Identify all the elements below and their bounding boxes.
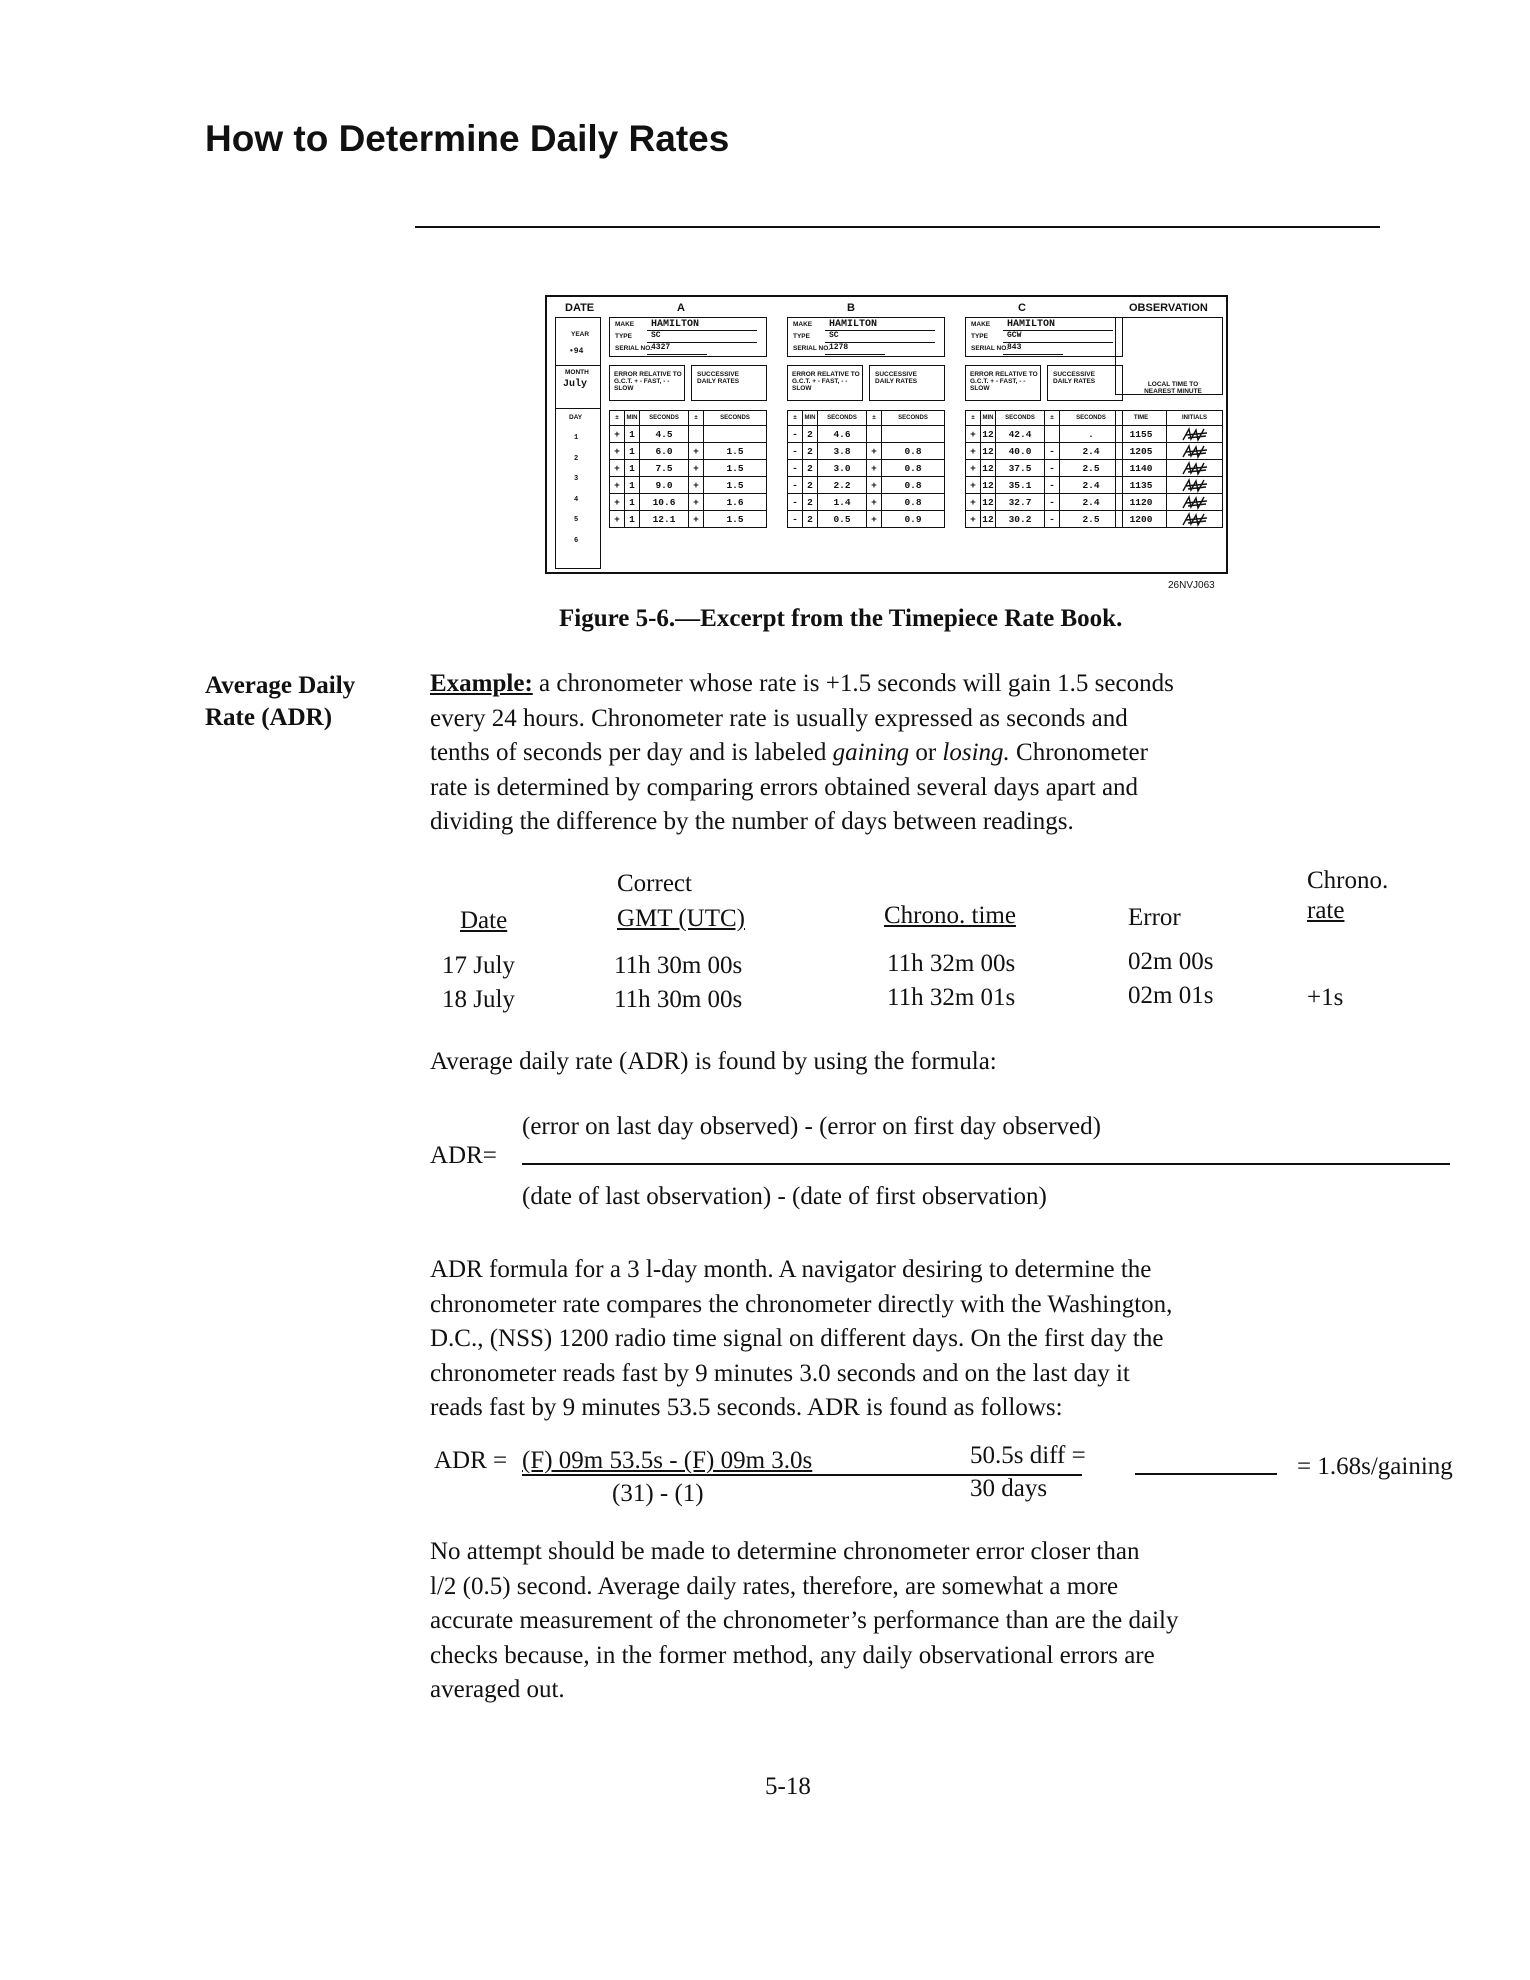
type-value: SC — [651, 331, 661, 340]
calc-blank-line — [1135, 1473, 1277, 1475]
min-col-header: MIN — [625, 411, 640, 426]
observation-table — [1115, 410, 1223, 528]
initials-col-header: INITIALS — [1167, 411, 1223, 426]
figure-header-b: B — [847, 302, 855, 314]
rate-sign: + — [867, 494, 882, 511]
example-text: rate is determined by comparing errors obtained several days apart and — [430, 773, 1139, 801]
rate-col-header: SECONDS — [882, 411, 945, 426]
formula-denominator: (date of last observation) - (date of first observation) — [522, 1183, 1047, 1210]
table-row — [610, 426, 767, 443]
error-minutes: 1 — [625, 477, 640, 494]
table-row — [1116, 426, 1223, 443]
initials-signature — [1167, 460, 1223, 477]
daily-rate: 2.5 — [1060, 460, 1123, 477]
observation-time: 1120 — [1116, 494, 1167, 511]
error-minutes: 12 — [981, 511, 996, 528]
daily-rate: 1.5 — [704, 477, 767, 494]
chronometer-table — [965, 410, 1123, 528]
rate-sign: + — [867, 477, 882, 494]
header-rate: rate — [1307, 897, 1345, 924]
error-sign: + — [610, 460, 625, 477]
table-row — [788, 443, 945, 460]
table-row — [966, 443, 1123, 460]
sign-col-header: ± — [788, 411, 803, 426]
rate-sign: + — [689, 477, 704, 494]
error-minutes: 1 — [625, 426, 640, 443]
error-seconds: 32.7 — [996, 494, 1045, 511]
observation-time: 1140 — [1116, 460, 1167, 477]
daily-rate: 2.4 — [1060, 443, 1123, 460]
rate-sign: - — [1045, 511, 1060, 528]
error-sign: - — [788, 511, 803, 528]
error-minutes: 1 — [625, 460, 640, 477]
successive-rates-label: SUCCESSIVE DAILY RATES — [875, 371, 918, 385]
example-text: Chronometer — [1009, 739, 1148, 766]
table-row — [966, 477, 1123, 494]
header-date: Date — [460, 907, 508, 934]
header-gmt: GMT (UTC) — [617, 905, 746, 932]
local-time-label: LOCAL TIME TO NEAREST MINUTE — [1144, 381, 1202, 395]
header-chrono: Chrono. — [1307, 867, 1389, 894]
error-seconds: 30.2 — [996, 511, 1045, 528]
daily-rate: 1.5 — [704, 511, 767, 528]
rate-sign: - — [1045, 477, 1060, 494]
underline — [825, 354, 885, 355]
error-sign: + — [966, 494, 981, 511]
paragraph-line: reads fast by 9 minutes 53.5 seconds. ADR is found as follows: — [430, 1394, 1063, 1421]
sign-col-header: ± — [966, 411, 981, 426]
rate-sign-col-header: ± — [867, 411, 882, 426]
error-seconds: 35.1 — [996, 477, 1045, 494]
error-minutes: 1 — [625, 511, 640, 528]
row-date: 18 July — [442, 986, 515, 1013]
day-label: DAY — [569, 414, 583, 421]
error-seconds: 3.8 — [818, 443, 867, 460]
seconds-col-header: SECONDS — [996, 411, 1045, 426]
make-value: HAMILTON — [651, 319, 700, 330]
observation-time: 1200 — [1116, 511, 1167, 528]
error-seconds: 1.4 — [818, 494, 867, 511]
seconds-col-header: SECONDS — [818, 411, 867, 426]
table-row — [788, 511, 945, 528]
example-text: tenths of seconds per day and is labeled — [430, 739, 833, 766]
error-sign: + — [966, 511, 981, 528]
type-label: TYPE — [615, 333, 632, 340]
error-sign: + — [610, 443, 625, 460]
table-row — [788, 460, 945, 477]
serial-value: 4327 — [651, 343, 671, 352]
table-row — [1116, 477, 1223, 494]
error-minutes: 1 — [625, 494, 640, 511]
chronometer-table — [787, 410, 945, 528]
daily-rate: 0.8 — [882, 494, 945, 511]
make-value: HAMILTON — [1007, 319, 1056, 330]
rate-sign: + — [867, 511, 882, 528]
type-value: GCW — [1007, 331, 1022, 340]
sign-col-header: ± — [610, 411, 625, 426]
row-gmt: 11h 30m 00s — [614, 986, 743, 1013]
formula-numerator: (error on last day observed) - (error on first day observed) — [522, 1113, 1101, 1140]
underline — [825, 330, 935, 331]
initials-scribble-icon — [1180, 427, 1210, 442]
error-sign: + — [966, 460, 981, 477]
side-heading — [205, 670, 355, 734]
error-minutes: 12 — [981, 443, 996, 460]
divider — [415, 226, 1380, 228]
type-label: TYPE — [793, 333, 810, 340]
error-seconds: 4.5 — [640, 426, 689, 443]
error-seconds: 42.4 — [996, 426, 1045, 443]
day-number: 3 — [574, 475, 579, 483]
make-value: HAMILTON — [829, 319, 878, 330]
error-sign: + — [610, 511, 625, 528]
row-error: 02m 00s — [1128, 948, 1214, 975]
error-minutes: 2 — [803, 477, 818, 494]
table-row — [610, 460, 767, 477]
initials-scribble-icon — [1180, 512, 1210, 527]
error-sign: - — [788, 426, 803, 443]
error-minutes: 12 — [981, 460, 996, 477]
rate-sign: + — [867, 460, 882, 477]
rate-sign: + — [689, 460, 704, 477]
side-heading-line: Rate (ADR) — [205, 704, 333, 731]
serial-value: 843 — [1007, 343, 1022, 352]
rate-sign-col-header: ± — [689, 411, 704, 426]
error-seconds: 7.5 — [640, 460, 689, 477]
header-error: Error — [1128, 904, 1181, 931]
initials-scribble-icon — [1180, 495, 1210, 510]
daily-rate: 0.8 — [882, 477, 945, 494]
paragraph-line: checks because, in the former method, any daily observational errors are — [430, 1641, 1155, 1669]
figure-header-c: C — [1018, 302, 1026, 314]
example-italic: losing. — [942, 739, 1010, 766]
error-seconds: 40.0 — [996, 443, 1045, 460]
page-number: 5-18 — [765, 1773, 811, 1800]
table-row — [966, 511, 1123, 528]
error-sign: + — [610, 494, 625, 511]
date-divider — [555, 365, 601, 366]
make-label: MAKE — [793, 321, 813, 328]
table-row — [610, 477, 767, 494]
error-seconds: 3.0 — [818, 460, 867, 477]
table-row — [788, 426, 945, 443]
error-sign: + — [966, 426, 981, 443]
error-relative-label: ERROR RELATIVE TO G.C.T. + - FAST, - - SLOW — [614, 371, 682, 392]
day-number: 5 — [574, 516, 579, 524]
error-sign: - — [788, 443, 803, 460]
initials-scribble-icon — [1180, 444, 1210, 459]
paragraph-line: ADR formula for a 3 l-day month. A navigator desiring to determine the — [430, 1256, 1152, 1283]
initials-signature — [1167, 426, 1223, 443]
daily-rate: 0.8 — [882, 443, 945, 460]
year-value: •94 — [569, 347, 584, 356]
error-sign: - — [788, 494, 803, 511]
error-seconds: 37.5 — [996, 460, 1045, 477]
page-title: How to Determine Daily Rates — [205, 118, 730, 159]
table-row — [788, 477, 945, 494]
error-minutes: 2 — [803, 460, 818, 477]
daily-rate: . — [1060, 426, 1123, 443]
calc-days: 30 days — [970, 1475, 1048, 1502]
error-seconds: 6.0 — [640, 443, 689, 460]
daily-rate: 0.9 — [882, 511, 945, 528]
example-label: Example: — [430, 670, 533, 697]
paragraph-line: chronometer rate compares the chronometer directly with the Washington, — [430, 1290, 1173, 1318]
rate-sign: + — [689, 511, 704, 528]
table-row — [788, 494, 945, 511]
error-sign: + — [610, 477, 625, 494]
error-minutes: 1 — [625, 443, 640, 460]
table-row — [1116, 494, 1223, 511]
date-divider — [555, 408, 601, 409]
figure-header-date: DATE — [565, 302, 595, 314]
table-row — [610, 494, 767, 511]
daily-rate: 2.4 — [1060, 494, 1123, 511]
error-seconds: 0.5 — [818, 511, 867, 528]
example-italic: gaining — [832, 739, 910, 766]
example-text: a chronometer whose rate is +1.5 seconds will gain 1.5 seconds — [532, 670, 1174, 697]
day-number: 1 — [574, 434, 579, 442]
daily-rate — [704, 426, 767, 443]
row-chrono-time: 11h 32m 01s — [887, 984, 1016, 1011]
month-label: MONTH — [565, 369, 589, 376]
serial-value: 1278 — [829, 343, 849, 352]
daily-rate: 1.5 — [704, 443, 767, 460]
rate-sign: - — [1045, 494, 1060, 511]
table-row — [1116, 460, 1223, 477]
figure-id: 26NVJ063 — [1168, 580, 1215, 591]
initials-signature — [1167, 477, 1223, 494]
calc-diff: 50.5s diff = — [970, 1442, 1086, 1469]
error-minutes: 12 — [981, 426, 996, 443]
error-minutes: 2 — [803, 511, 818, 528]
rate-col-header: SECONDS — [1060, 411, 1123, 426]
day-number: 2 — [574, 454, 579, 463]
paragraph-line: accurate measurement of the chronometer’s performance than are the daily — [430, 1607, 1179, 1634]
figure-header-a: A — [677, 302, 685, 314]
underline — [647, 330, 757, 331]
rate-col-header: SECONDS — [704, 411, 767, 426]
error-sign: - — [788, 460, 803, 477]
error-sign: + — [966, 477, 981, 494]
rate-sign — [867, 426, 882, 443]
table-row — [966, 494, 1123, 511]
observation-time: 1205 — [1116, 443, 1167, 460]
chronometer-table — [609, 410, 767, 528]
rate-sign: + — [689, 494, 704, 511]
daily-rate: 2.5 — [1060, 511, 1123, 528]
initials-signature — [1167, 511, 1223, 528]
error-seconds: 2.2 — [818, 477, 867, 494]
formula-intro: Average daily rate (ADR) is found by using the formula: — [430, 1048, 997, 1075]
row-chrono-time: 11h 32m 00s — [887, 950, 1016, 977]
row-gmt: 11h 30m 00s — [614, 952, 743, 979]
daily-rate: 0.8 — [882, 460, 945, 477]
successive-rates-label: SUCCESSIVE DAILY RATES — [1053, 371, 1096, 385]
row-date: 17 July — [442, 952, 515, 979]
example-text: every 24 hours. Chronometer rate is usually expressed as seconds and — [430, 704, 1128, 732]
side-heading-line: Average Daily — [205, 672, 356, 699]
paragraph-line: l/2 (0.5) second. Average daily rates, therefore, are somewhat a more — [430, 1572, 1119, 1600]
calc-result: = 1.68s/gaining — [1297, 1453, 1453, 1480]
underline — [647, 354, 707, 355]
day-number: 4 — [574, 495, 579, 504]
make-label: MAKE — [971, 321, 991, 328]
row-rate: +1s — [1307, 984, 1344, 1011]
paragraph-line: averaged out. — [430, 1676, 565, 1703]
error-minutes: 12 — [981, 477, 996, 494]
table-row — [1116, 511, 1223, 528]
error-relative-label: ERROR RELATIVE TO G.C.T. + - FAST, - - SLOW — [792, 371, 860, 392]
calc-lhs: ADR = — [434, 1447, 508, 1474]
table-row — [966, 460, 1123, 477]
daily-rate: 2.4 — [1060, 477, 1123, 494]
type-value: SC — [829, 331, 839, 340]
header-correct: Correct — [617, 870, 692, 897]
paragraph-adr-example — [430, 1253, 1360, 1426]
day-number: 6 — [574, 536, 579, 545]
successive-rates-label: SUCCESSIVE DAILY RATES — [697, 371, 740, 385]
rate-sign: + — [867, 443, 882, 460]
rate-sign — [689, 426, 704, 443]
rate-sign-col-header: ± — [1045, 411, 1060, 426]
paragraph-line: No attempt should be made to determine chronometer error closer than — [430, 1538, 1140, 1565]
table-row — [1116, 443, 1223, 460]
initials-signature — [1167, 443, 1223, 460]
figure-caption: Figure 5-6.—Excerpt from the Timepiece Rate Book. — [559, 605, 1123, 632]
header-chrono-time: Chrono. time — [884, 902, 1016, 929]
initials-scribble-icon — [1180, 478, 1210, 493]
type-label: TYPE — [971, 333, 988, 340]
row-error: 02m 01s — [1128, 982, 1214, 1009]
underline — [1003, 354, 1063, 355]
rate-sign — [1045, 426, 1060, 443]
error-sign: - — [788, 477, 803, 494]
month-value: July — [563, 379, 588, 390]
example-paragraph — [430, 667, 1360, 840]
example-text: or — [909, 739, 943, 766]
example-text: dividing the difference by the number of days between readings. — [430, 808, 1074, 835]
error-minutes: 12 — [981, 494, 996, 511]
serial-label: SERIAL NO. — [615, 345, 653, 352]
error-relative-label: ERROR RELATIVE TO G.C.T. + - FAST, - - SLOW — [970, 371, 1038, 392]
serial-label: SERIAL NO. — [971, 345, 1009, 352]
error-seconds: 12.1 — [640, 511, 689, 528]
error-seconds: 4.6 — [818, 426, 867, 443]
observation-time: 1135 — [1116, 477, 1167, 494]
daily-rate — [882, 426, 945, 443]
rate-book-figure — [545, 295, 1228, 574]
error-sign: + — [966, 443, 981, 460]
paragraph-line: chronometer reads fast by 9 minutes 3.0 seconds and on the last day it — [430, 1359, 1130, 1387]
error-sign: + — [610, 426, 625, 443]
rate-sign: - — [1045, 443, 1060, 460]
year-label: YEAR — [571, 331, 590, 338]
observation-time: 1155 — [1116, 426, 1167, 443]
paragraph-accuracy — [430, 1535, 1360, 1708]
calc-numerator: (F) 09m 53.5s - (F) 09m 3.0s — [522, 1447, 813, 1474]
error-seconds: 9.0 — [640, 477, 689, 494]
rate-sign: - — [1045, 460, 1060, 477]
formula-fraction-bar — [522, 1163, 1450, 1165]
formula-lhs: ADR= — [430, 1142, 497, 1169]
serial-label: SERIAL NO. — [793, 345, 831, 352]
error-minutes: 2 — [803, 443, 818, 460]
initials-signature — [1167, 494, 1223, 511]
min-col-header: MIN — [803, 411, 818, 426]
table-row — [610, 443, 767, 460]
calc-denominator: (31) - (1) — [612, 1480, 704, 1507]
rate-sign: + — [689, 443, 704, 460]
error-minutes: 2 — [803, 426, 818, 443]
paragraph-line: D.C., (NSS) 1200 radio time signal on different days. On the first day the — [430, 1325, 1164, 1352]
error-minutes: 2 — [803, 494, 818, 511]
daily-rate: 1.5 — [704, 460, 767, 477]
daily-rate: 1.6 — [704, 494, 767, 511]
time-col-header: TIME — [1116, 411, 1167, 426]
seconds-col-header: SECONDS — [640, 411, 689, 426]
figure-header-observation: OBSERVATION — [1129, 302, 1208, 314]
make-label: MAKE — [615, 321, 635, 328]
min-col-header: MIN — [981, 411, 996, 426]
table-row — [610, 511, 767, 528]
table-row — [966, 426, 1123, 443]
error-seconds: 10.6 — [640, 494, 689, 511]
initials-scribble-icon — [1180, 461, 1210, 476]
